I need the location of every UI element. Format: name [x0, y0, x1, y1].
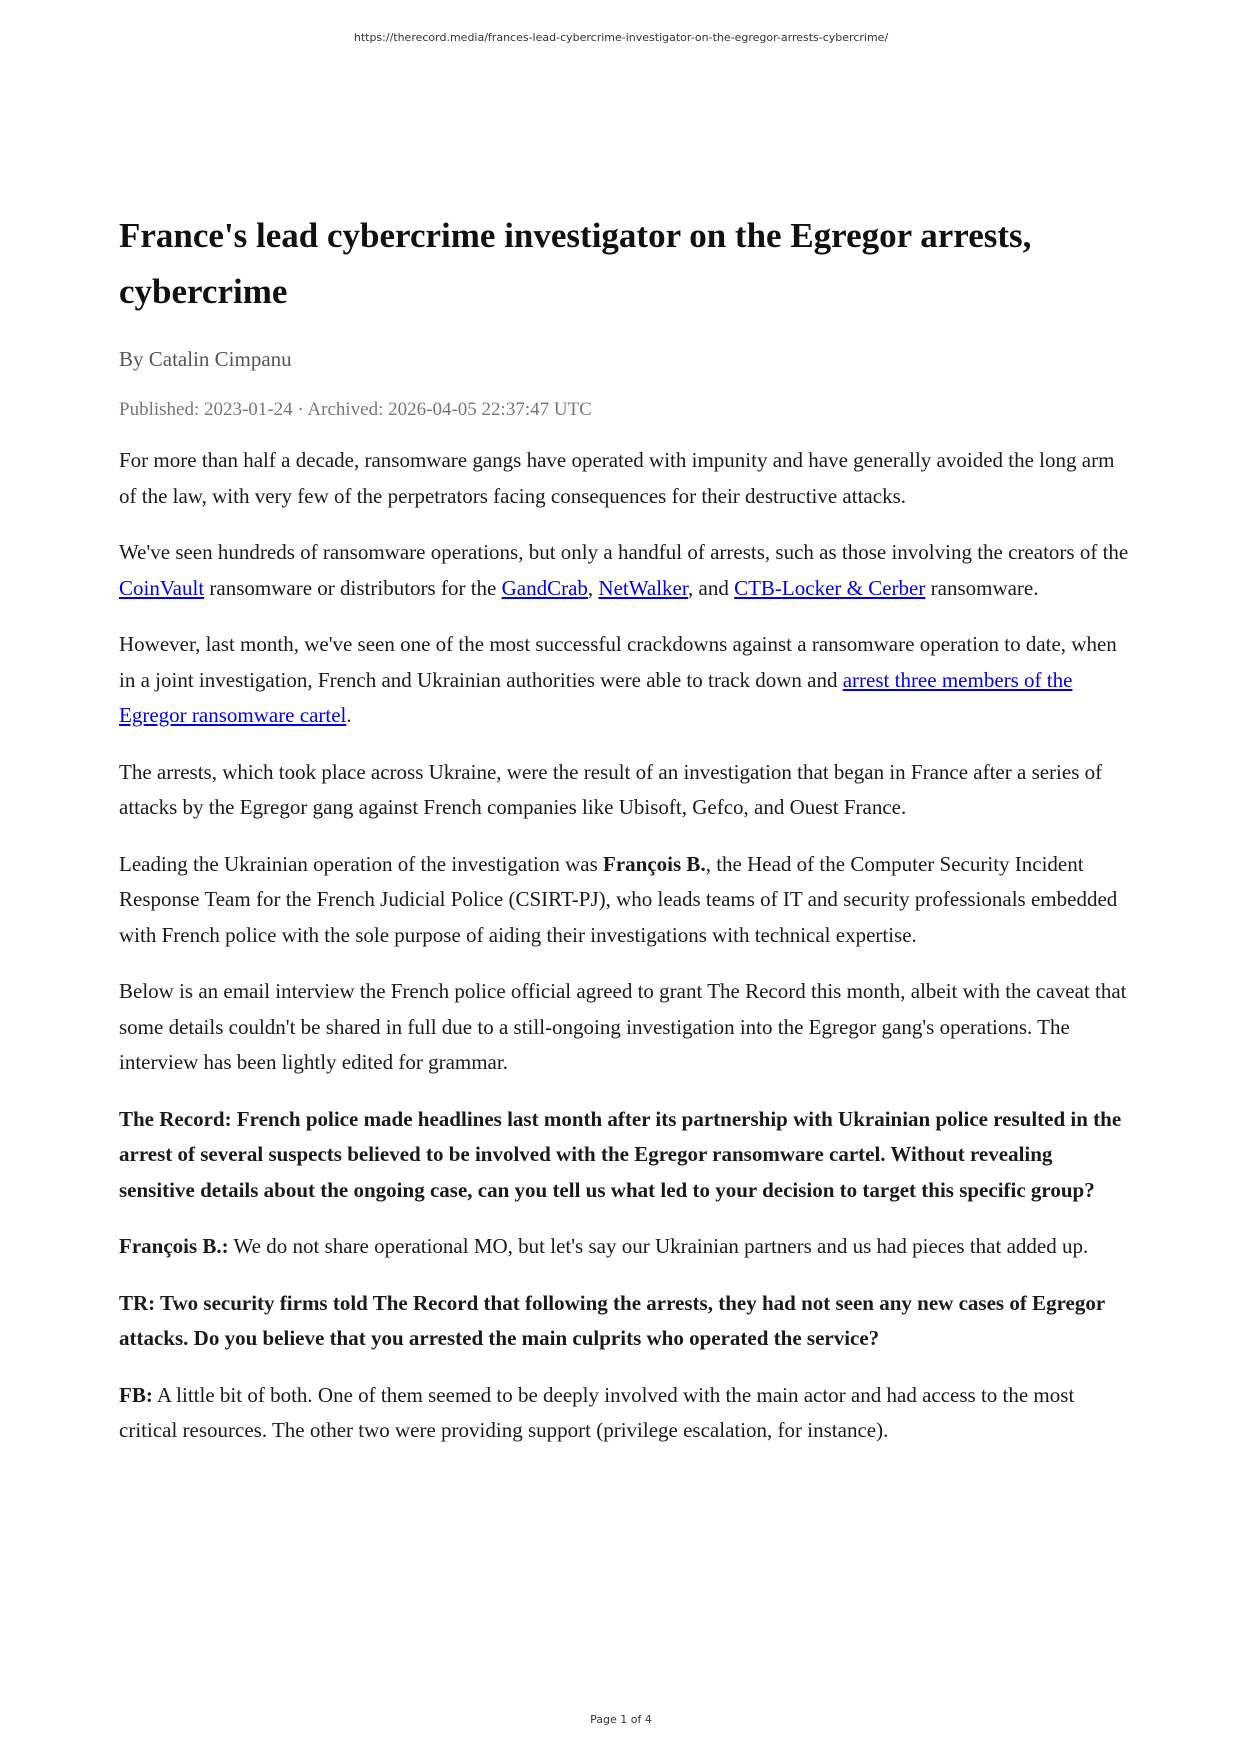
link-netwalker[interactable]: NetWalker: [598, 575, 689, 600]
paragraph-investigation: The arrests, which took place across Ukraine, were the result of an investigation that began in France after a series of attacks by the Egregor gang against French companies like Ubisoft, Gefco, and Ouest France.: [119, 759, 1103, 819]
speaker-label: François B.:: [119, 1234, 229, 1258]
interview-answer-1: [119, 1229, 1129, 1265]
text-fragment: , the Head of the Computer Security Incident Response Team for the French Judicial Police (CSIRT-PJ), who leads teams of IT and security professionals embedded with French police with the sole purpose of aiding their investigations with technical expertise.: [119, 851, 1118, 947]
investigator-name: François B.: [603, 851, 706, 876]
article-title: France's lead cybercrime investigator on the Egregor arrests, cybercrime: [119, 216, 1032, 311]
paragraph-intro: For more than half a decade, ransomware gangs have operated with impunity and have generally avoided the long arm of the law, with very few of the perpetrators facing consequences for their destructive attacks.: [119, 448, 1115, 508]
link-egregor-arrests[interactable]: arrest three members of the Egregor ransomware cartel: [119, 667, 1073, 727]
byline: By Catalin Cimpanu: [119, 347, 292, 371]
text-fragment: We've seen hundreds of ransomware operations, but only a handful of arrests, such as those involving the creators of the: [119, 540, 1129, 564]
text-fragment: However, last month, we've seen one of the most successful crackdowns against a ransomware operation to date, when in a joint investigation, French and Ukrainian authorities were able to track down and: [119, 632, 1117, 692]
paragraph-arrests-history: [119, 535, 1129, 606]
link-gandcrab[interactable]: GandCrab: [501, 575, 588, 600]
text-fragment: .: [346, 703, 352, 727]
text-fragment: ransomware.: [925, 575, 1039, 600]
paragraph-crackdown: [119, 627, 1129, 734]
interview-question-1: The Record: French police made headlines last month after its partnership with Ukrainian police resulted in the arrest of several suspects believed to be involved with the Egregor ransomware cartel. Without revealing sensitive details about the ongoing case, can you tell us what led to your decision to target this specific group?: [119, 1106, 1122, 1202]
interview-question-2: TR: Two security firms told The Record that following the arrests, they had not seen any new cases of Egregor attacks. Do you believe that you arrested the main culprits who operated the service?: [119, 1290, 1105, 1350]
interview-answer-2: [119, 1378, 1129, 1449]
answer-text: A little bit of both. One of them seemed to be deeply involved with the main actor and had access to the most critical resources. The other two were providing support (privilege escalation, for instance).: [119, 1382, 1075, 1442]
paragraph-investigator: [119, 847, 1129, 954]
source-url: https://therecord.media/frances-lead-cybercrime-investigator-on-the-egregor-arrests-cybercrime/: [353, 31, 889, 44]
publication-meta: Published: 2023-01-24 · Archived: 2026-04-05 22:37:47 UTC: [119, 399, 592, 420]
page-number: Page 1 of 4: [590, 1713, 652, 1726]
text-fragment: ransomware or distributors for the: [204, 575, 502, 600]
speaker-label: FB:: [119, 1382, 153, 1407]
answer-text: We do not share operational MO, but let's say our Ukrainian partners and us had pieces that added up.: [228, 1234, 1089, 1258]
text-fragment: ,: [587, 575, 599, 600]
text-fragment: Leading the Ukrainian operation of the investigation was: [119, 851, 604, 876]
article: [119, 208, 1129, 1470]
paragraph-interview-intro: Below is an email interview the French police official agreed to grant The Record this month, albeit with the caveat that some details couldn't be shared in full due to a still-ongoing investigation into the Egregor gang's operations. The interview has been lightly edited for grammar.: [119, 979, 1127, 1074]
link-coinvault[interactable]: CoinVault: [119, 575, 205, 600]
link-ctb-locker-cerber[interactable]: CTB-Locker & Cerber: [734, 575, 926, 600]
text-fragment: , and: [688, 575, 735, 600]
